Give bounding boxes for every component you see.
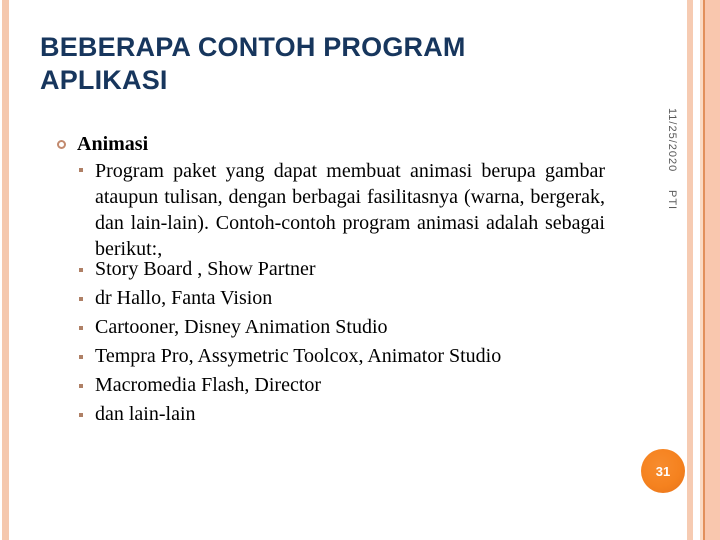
square-bullet-icon bbox=[79, 297, 83, 301]
list-item-label: Tempra Pro, Assymetric Toolcox, Animator Studio bbox=[95, 345, 502, 367]
list-item-label: Cartooner, Disney Animation Studio bbox=[95, 316, 388, 338]
square-bullet-icon bbox=[79, 384, 83, 388]
list-item-label: dr Hallo, Fanta Vision bbox=[95, 287, 273, 309]
square-bullet-icon bbox=[79, 326, 83, 330]
list-item bbox=[79, 313, 619, 342]
list-item bbox=[79, 342, 619, 371]
bullet-heading-row bbox=[57, 132, 148, 157]
slide-title: BEBERAPA CONTOH PROGRAM APLIKASI bbox=[40, 32, 466, 95]
bullet-heading-label: Animasi bbox=[77, 133, 149, 155]
square-bullet-icon bbox=[79, 355, 83, 359]
slide-footer: PTI bbox=[666, 190, 678, 211]
paragraph-text: Program paket yang dapat membuat animasi berupa gambar ataupun tulisan, dengan berbagai fasilitasnya (warna, bergerak, dan lain-lain). Contoh-contoh program animasi adalah sebagai berikut:, bbox=[95, 160, 605, 260]
list-item bbox=[79, 284, 619, 313]
list-item bbox=[79, 255, 619, 284]
page-number-badge bbox=[641, 449, 685, 493]
list-item-label: Macromedia Flash, Director bbox=[95, 374, 322, 396]
right-border-band bbox=[705, 0, 720, 540]
list-item-label: Story Board , Show Partner bbox=[95, 258, 316, 280]
square-bullet-icon bbox=[79, 268, 83, 272]
list-item bbox=[79, 371, 619, 400]
bullet-list bbox=[79, 255, 619, 429]
list-item-label: dan lain-lain bbox=[95, 403, 196, 425]
slide-date: 11/25/2020 bbox=[666, 108, 678, 173]
left-border-stripe bbox=[2, 0, 9, 540]
right-border-stripe-thin bbox=[687, 0, 693, 540]
circle-bullet-icon bbox=[57, 140, 66, 149]
square-bullet-icon bbox=[79, 413, 83, 417]
list-item bbox=[79, 400, 619, 429]
page-number: 31 bbox=[655, 463, 671, 479]
square-bullet-icon bbox=[79, 168, 83, 172]
paragraph-bullet-item bbox=[95, 158, 605, 262]
